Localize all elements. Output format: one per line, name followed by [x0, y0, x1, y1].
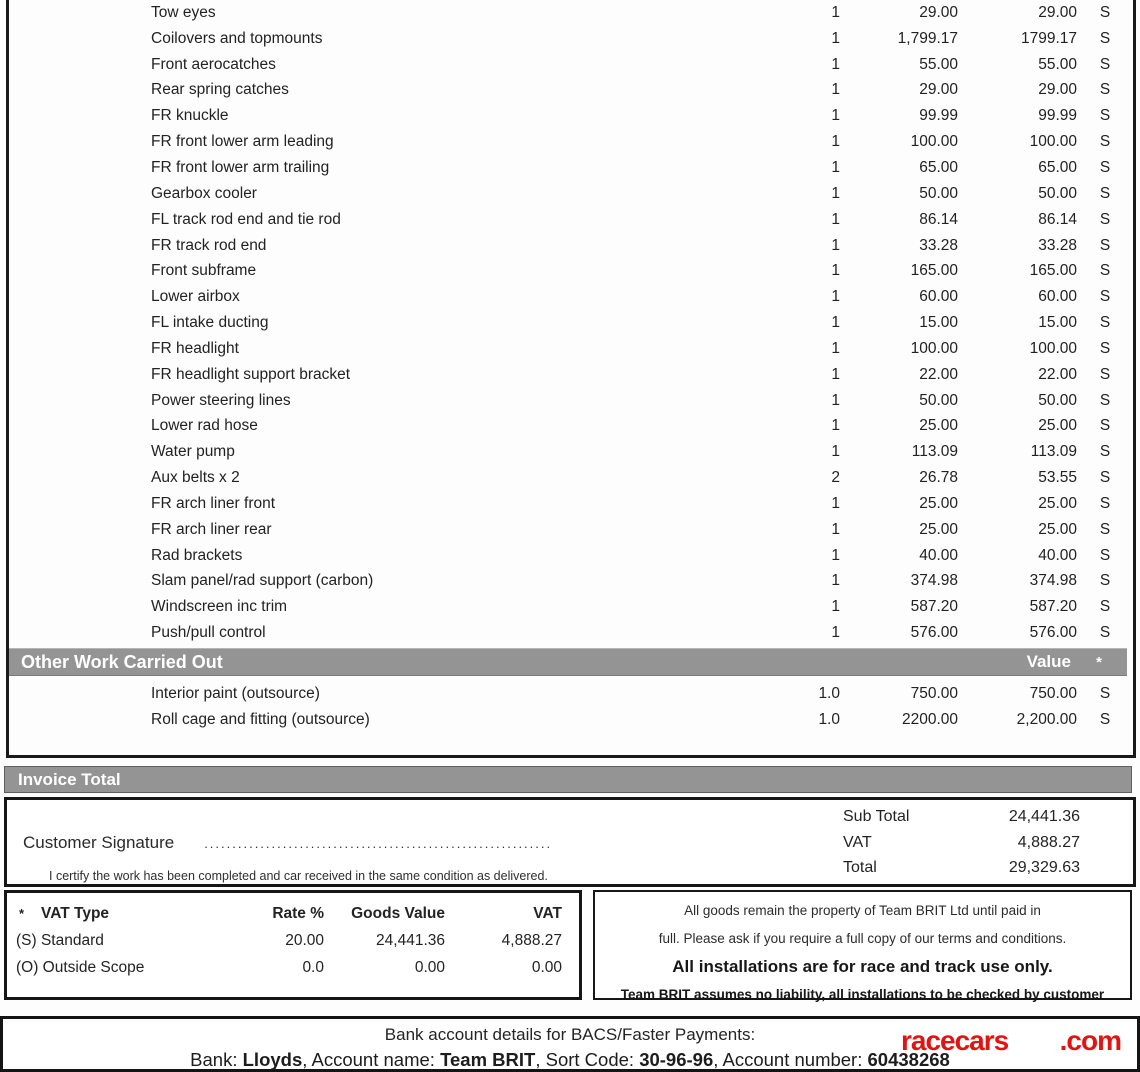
vat-goods-header: Goods Value: [351, 904, 445, 922]
item-total: 60.00: [1038, 288, 1077, 306]
summary-label: VAT: [843, 833, 872, 851]
item-unit-price: 100.00: [910, 339, 958, 357]
item-quantity: 1: [831, 184, 840, 202]
item-quantity: 1.0: [818, 710, 840, 728]
item-total: 750.00: [1029, 685, 1077, 703]
item-unit-price: 99.99: [919, 107, 958, 125]
watermark-racecars: racecars: [901, 1025, 1009, 1056]
table-row: [9, 129, 1133, 155]
item-total: 29.00: [1038, 3, 1077, 21]
vat-table-header: [7, 900, 579, 927]
table-row: [9, 707, 1133, 733]
item-unit-price: 587.20: [910, 598, 958, 616]
item-total: 25.00: [1038, 494, 1077, 512]
item-quantity: 1: [831, 210, 840, 228]
vat-table-rows: [7, 927, 579, 981]
item-description: Aux belts x 2: [151, 469, 240, 487]
item-total: 22.00: [1038, 365, 1077, 383]
other-work-title: Other Work Carried Out: [21, 651, 223, 672]
table-row: [9, 310, 1133, 336]
item-quantity: 1: [831, 236, 840, 254]
terms-line-2: full. Please ask if you require a full copy of our terms and conditions.: [658, 931, 1067, 946]
table-row: [9, 465, 1133, 491]
item-vat-code: S: [1099, 262, 1111, 280]
item-unit-price: 29.00: [919, 3, 958, 21]
item-vat-code: S: [1099, 55, 1111, 73]
terms-box: [593, 890, 1132, 1000]
item-unit-price: 576.00: [910, 624, 958, 642]
item-vat-code: S: [1099, 158, 1111, 176]
item-unit-price: 50.00: [919, 184, 958, 202]
table-row: [9, 233, 1133, 259]
item-unit-price: 26.78: [919, 469, 958, 487]
item-quantity: 1: [831, 391, 840, 409]
item-description: Slam panel/rad support (carbon): [151, 572, 374, 590]
item-total: 33.28: [1038, 236, 1077, 254]
item-description: FL intake ducting: [151, 314, 269, 332]
item-description: Lower rad hose: [151, 417, 258, 435]
asterisk-column-header: *: [1096, 653, 1102, 671]
bank-details-title: Bank account details for BACS/Faster Payments:: [384, 1025, 756, 1044]
invoice-total-title: Invoice Total: [18, 769, 121, 789]
other-work-rows: [9, 681, 1133, 733]
item-total: 50.00: [1038, 184, 1077, 202]
item-unit-price: 22.00: [919, 365, 958, 383]
item-vat-code: S: [1099, 288, 1111, 306]
item-quantity: 1: [831, 3, 840, 21]
item-vat-code: S: [1099, 365, 1111, 383]
item-total: 25.00: [1038, 520, 1077, 538]
customer-signature-row: [23, 833, 552, 853]
item-quantity: 1: [831, 520, 840, 538]
item-vat-code: S: [1099, 546, 1111, 564]
table-row: [9, 103, 1133, 129]
table-row: [9, 620, 1133, 646]
bank-detail-label: , Account name:: [302, 1049, 441, 1070]
item-total: 15.00: [1038, 314, 1077, 332]
table-row: [9, 414, 1133, 440]
item-unit-price: 1,799.17: [897, 29, 958, 47]
parts-table: [6, 0, 1136, 758]
item-quantity: 1: [831, 262, 840, 280]
vat-row-goods-value: 0.00: [414, 958, 445, 976]
item-vat-code: S: [1099, 443, 1111, 461]
bank-detail-label: , Sort Code:: [535, 1049, 640, 1070]
item-quantity: 2: [831, 469, 840, 487]
item-description: Rear spring catches: [151, 81, 289, 99]
item-vat-code: S: [1099, 494, 1111, 512]
item-unit-price: 33.28: [919, 236, 958, 254]
item-unit-price: 374.98: [910, 572, 958, 590]
item-vat-code: S: [1099, 236, 1111, 254]
item-unit-price: 55.00: [919, 55, 958, 73]
vat-row-vat-amount: 4,888.27: [501, 931, 562, 949]
item-vat-code: S: [1099, 469, 1111, 487]
item-unit-price: 25.00: [919, 494, 958, 512]
item-quantity: 1: [831, 55, 840, 73]
item-quantity: 1.0: [818, 685, 840, 703]
table-row: [9, 681, 1133, 707]
invoice-total-box: [4, 797, 1136, 887]
item-quantity: 1: [831, 443, 840, 461]
table-row: [9, 491, 1133, 517]
item-vat-code: S: [1099, 314, 1111, 332]
item-vat-code: S: [1099, 133, 1111, 151]
summary-row: [843, 830, 1080, 856]
bank-detail-value: Lloyds: [242, 1049, 303, 1070]
item-quantity: 1: [831, 598, 840, 616]
item-quantity: 1: [831, 158, 840, 176]
vat-row-rate: 20.00: [285, 931, 324, 949]
item-description: Windscreen inc trim: [151, 598, 288, 616]
item-total: 55.00: [1038, 55, 1077, 73]
bank-detail-label: , Account number:: [713, 1049, 868, 1070]
item-description: FR front lower arm leading: [151, 133, 334, 151]
item-description: Gearbox cooler: [151, 184, 257, 202]
bank-detail-value: Team BRIT: [440, 1049, 536, 1070]
item-unit-price: 25.00: [919, 520, 958, 538]
item-description: Lower airbox: [151, 288, 240, 306]
item-unit-price: 113.09: [911, 443, 958, 461]
item-description: Coilovers and topmounts: [151, 29, 323, 47]
item-quantity: 1: [831, 133, 840, 151]
item-vat-code: S: [1099, 572, 1111, 590]
item-total: 25.00: [1038, 417, 1077, 435]
item-vat-code: S: [1099, 107, 1111, 125]
vat-row-name: (S) Standard: [16, 931, 104, 949]
table-row: [9, 284, 1133, 310]
item-description: Push/pull control: [151, 624, 266, 642]
terms-line-1: All goods remain the property of Team BRIT Ltd until paid in: [684, 903, 1041, 918]
item-total: 113.09: [1030, 443, 1077, 461]
terms-line-3: All installations are for race and track use only.: [672, 957, 1053, 976]
summary-row: [843, 804, 1080, 830]
item-description: FR knuckle: [151, 107, 229, 125]
item-total: 99.99: [1038, 107, 1077, 125]
item-unit-price: 86.14: [919, 210, 958, 228]
item-quantity: 1: [831, 107, 840, 125]
summary-row: [843, 856, 1080, 882]
item-quantity: 1: [831, 365, 840, 383]
item-unit-price: 60.00: [919, 288, 958, 306]
item-description: FR front lower arm trailing: [151, 158, 330, 176]
item-vat-code: S: [1099, 3, 1111, 21]
table-row: [9, 336, 1133, 362]
item-vat-code: S: [1099, 391, 1111, 409]
item-vat-code: S: [1099, 417, 1111, 435]
item-total: 86.14: [1038, 210, 1077, 228]
table-row: [9, 517, 1133, 543]
item-vat-code: S: [1099, 685, 1111, 703]
item-unit-price: 65.00: [919, 158, 958, 176]
vat-table-row: [7, 927, 579, 954]
item-total: 100.00: [1029, 133, 1077, 151]
item-total: 165.00: [1029, 262, 1077, 280]
summary-value: 24,441.36: [1008, 807, 1080, 825]
bank-detail-value: 30-96-96: [639, 1049, 714, 1070]
item-description: Roll cage and fitting (outsource): [151, 710, 370, 728]
table-row: [9, 594, 1133, 620]
value-column-header: Value: [1026, 652, 1071, 672]
bank-detail-label: Bank:: [190, 1049, 243, 1070]
item-total: 100.00: [1029, 339, 1077, 357]
certify-statement: I certify the work has been completed and car received in the same condition as delivered.: [49, 869, 548, 883]
item-description: FR headlight support bracket: [151, 365, 351, 383]
item-total: 50.00: [1038, 391, 1077, 409]
bank-detail-value: 60438268: [867, 1049, 950, 1070]
summary-value: 4,888.27: [1017, 833, 1080, 851]
item-description: Water pump: [151, 443, 235, 461]
item-unit-price: 25.00: [919, 417, 958, 435]
vat-row-goods-value: 24,441.36: [376, 931, 445, 949]
table-row: [9, 543, 1133, 569]
item-quantity: 1: [831, 546, 840, 564]
item-unit-price: 750.00: [910, 685, 958, 703]
watermark-dot-com: .com: [1059, 1025, 1121, 1056]
vat-row-name: (O) Outside Scope: [16, 958, 145, 976]
vat-row-vat-amount: 0.00: [531, 958, 562, 976]
item-vat-code: S: [1099, 598, 1111, 616]
table-row: [9, 26, 1133, 52]
item-total: 374.98: [1029, 572, 1077, 590]
terms-line-4: Team BRIT assumes no liability, all installations to be checked by customer: [620, 987, 1105, 1002]
signature-line: ..............................................................: [204, 836, 553, 851]
item-description: Front aerocatches: [151, 55, 276, 73]
item-unit-price: 29.00: [919, 81, 958, 99]
item-description: FR track rod end: [151, 236, 267, 254]
item-description: Rad brackets: [151, 546, 243, 564]
vat-rate-header: Rate %: [272, 904, 324, 922]
item-vat-code: S: [1099, 29, 1111, 47]
item-quantity: 1: [831, 288, 840, 306]
table-row: [9, 52, 1133, 78]
item-vat-code: S: [1099, 210, 1111, 228]
table-row: [9, 258, 1133, 284]
item-quantity: 1: [831, 417, 840, 435]
table-row: [9, 78, 1133, 104]
item-description: Front subframe: [151, 262, 257, 280]
item-quantity: 1: [831, 81, 840, 99]
item-quantity: 1: [831, 494, 840, 512]
item-description: FR arch liner front: [151, 494, 276, 512]
customer-signature-label: Customer Signature: [23, 833, 175, 852]
item-quantity: 1: [831, 314, 840, 332]
item-description: FL track rod end and tie rod: [151, 210, 341, 228]
table-row: [9, 388, 1133, 414]
racecars-watermark: [901, 1026, 1121, 1058]
item-quantity: 1: [831, 339, 840, 357]
table-row: [9, 155, 1133, 181]
other-work-header: [9, 648, 1127, 676]
item-quantity: 1: [831, 624, 840, 642]
item-quantity: 1: [831, 29, 840, 47]
vat-table-row: [7, 954, 579, 981]
item-description: Interior paint (outsource): [151, 685, 320, 703]
summary-label: Total: [843, 859, 877, 877]
item-total: 576.00: [1029, 624, 1077, 642]
vat-summary-table: [4, 890, 582, 1000]
vat-type-header: VAT Type: [41, 904, 110, 922]
item-description: Tow eyes: [151, 3, 216, 21]
item-total: 587.20: [1029, 598, 1077, 616]
item-vat-code: S: [1099, 339, 1111, 357]
item-description: FR arch liner rear: [151, 520, 272, 538]
totals-summary: [843, 804, 1080, 881]
item-vat-code: S: [1099, 624, 1111, 642]
item-total: 29.00: [1038, 81, 1077, 99]
item-vat-code: S: [1099, 520, 1111, 538]
table-row: [9, 362, 1133, 388]
item-quantity: 1: [831, 572, 840, 590]
parts-table-rows: [9, 0, 1133, 646]
item-vat-code: S: [1099, 184, 1111, 202]
vat-row-rate: 0.0: [302, 958, 324, 976]
item-unit-price: 50.00: [919, 391, 958, 409]
item-unit-price: 2200.00: [901, 710, 958, 728]
item-unit-price: 40.00: [919, 546, 958, 564]
item-total: 2,200.00: [1016, 710, 1077, 728]
table-row: [9, 439, 1133, 465]
vat-vat-header: VAT: [533, 904, 562, 922]
table-row: [9, 207, 1133, 233]
invoice-total-header: [4, 766, 1132, 793]
item-vat-code: S: [1099, 710, 1111, 728]
item-unit-price: 15.00: [919, 314, 958, 332]
vat-asterisk: *: [19, 906, 25, 921]
item-unit-price: 100.00: [910, 133, 958, 151]
summary-value: 29,329.63: [1008, 859, 1080, 877]
item-unit-price: 165.00: [910, 262, 958, 280]
item-description: FR headlight: [151, 339, 239, 357]
item-description: Power steering lines: [151, 391, 291, 409]
table-row: [9, 569, 1133, 595]
summary-label: Sub Total: [843, 807, 910, 825]
item-total: 1799.17: [1020, 29, 1077, 47]
table-row: [9, 181, 1133, 207]
table-row: [9, 0, 1133, 26]
item-total: 65.00: [1038, 158, 1077, 176]
item-total: 53.55: [1038, 469, 1077, 487]
item-vat-code: S: [1099, 81, 1111, 99]
item-total: 40.00: [1038, 546, 1077, 564]
